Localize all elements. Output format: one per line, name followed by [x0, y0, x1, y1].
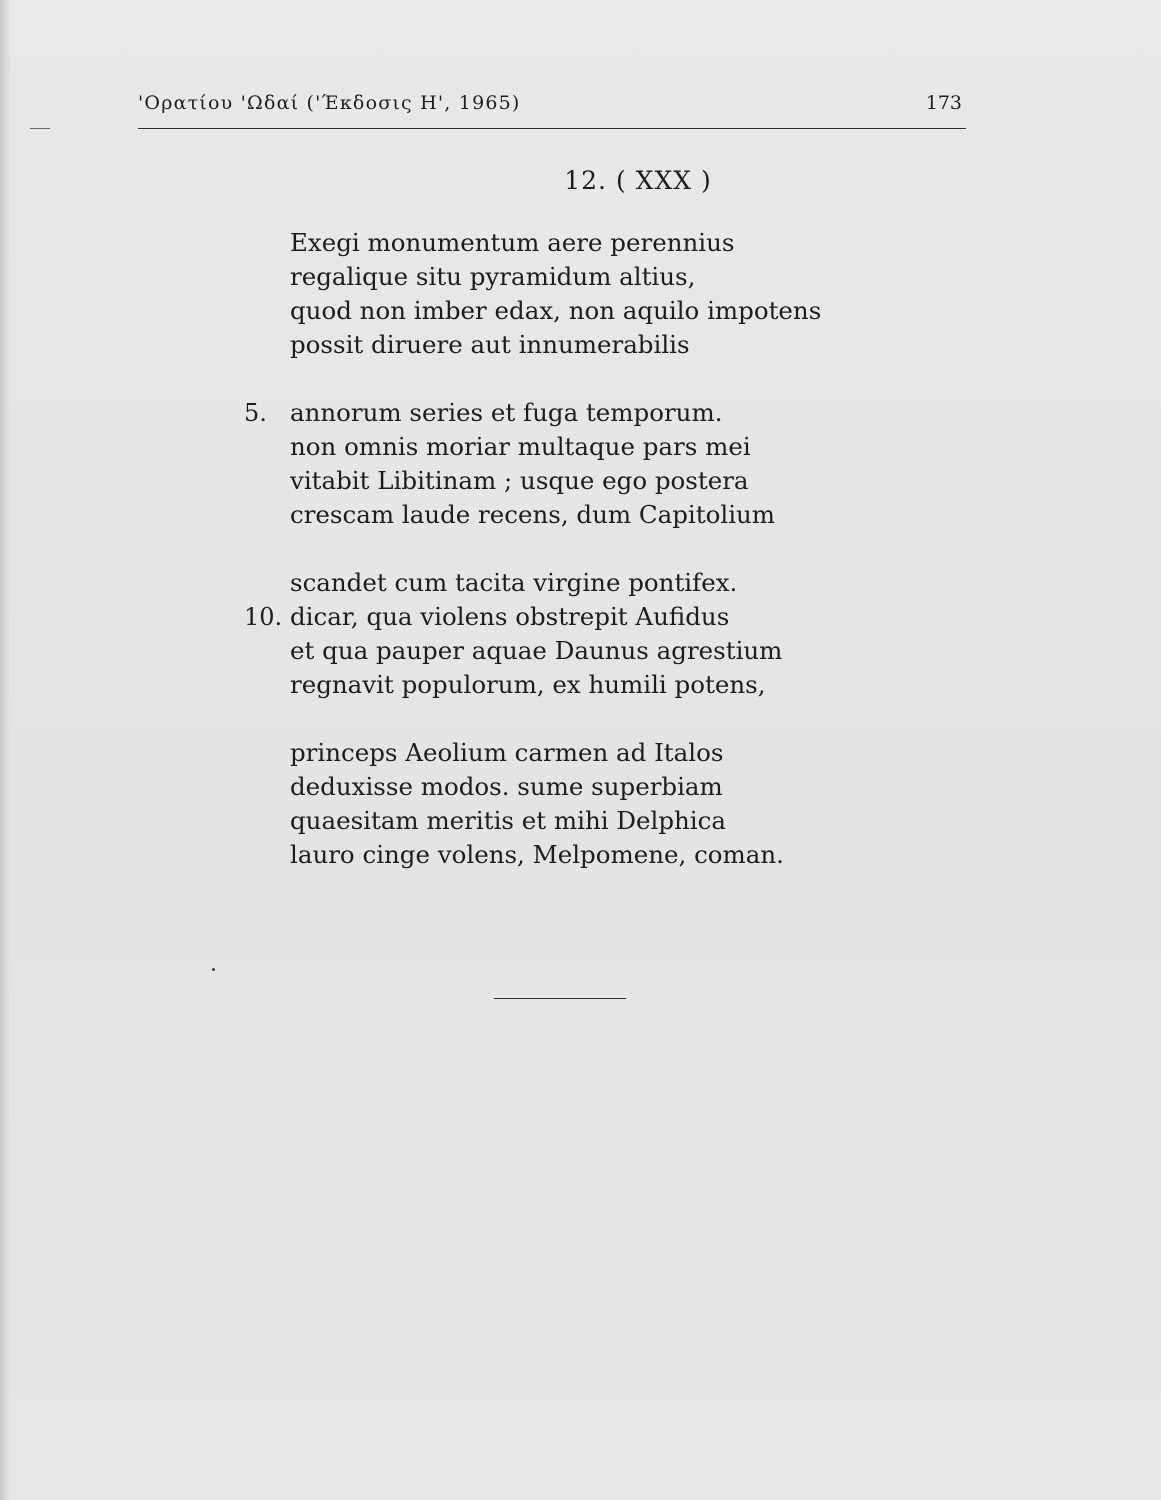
poem-line-3 [290, 294, 910, 328]
poem-line-2 [290, 260, 910, 294]
poem-line-8 [290, 498, 910, 532]
poem-line-5 [244, 396, 910, 430]
poem-line-13 [290, 736, 910, 770]
poem-line-14 [290, 770, 910, 804]
poem-line-7 [290, 464, 910, 498]
closing-rule [494, 998, 626, 999]
line-number: 5. [244, 399, 267, 427]
scan-edge-shadow [0, 0, 10, 1500]
page-number: 173 [925, 92, 962, 114]
line-text: deduxisse modos. sume superbiam [290, 772, 723, 801]
line-text: non omnis moriar multaque pars mei [290, 432, 751, 461]
poem-heading: 12. ( XXX ) [564, 166, 712, 195]
stanza-2 [244, 396, 910, 532]
line-text: vitabit Libitinam ; usque ego postera [290, 466, 749, 495]
line-text: lauro cinge volens, Melpomene, coman. [290, 840, 784, 869]
poem-line-11 [290, 634, 910, 668]
running-header [138, 92, 966, 129]
line-text: scandet cum tacita virgine pontifex. [290, 568, 738, 597]
line-text: dicar, qua violens obstrepit Aufidus [290, 602, 730, 631]
poem-line-15 [290, 804, 910, 838]
line-text: possit diruere aut innumerabilis [290, 330, 690, 359]
poem-line-16 [290, 838, 910, 872]
stanza-3 [244, 566, 910, 702]
line-text: regalique situ pyramidum altius, [290, 262, 696, 291]
line-text: quaesitam meritis et mihi Delphica [290, 806, 726, 835]
poem-line-12 [290, 668, 910, 702]
line-text: annorum series et fuga temporum. [290, 398, 723, 427]
line-text: regnavit populorum, ex humili potens, [290, 670, 766, 699]
line-text: princeps Aeolium carmen ad Italos [290, 738, 724, 767]
margin-mark [30, 128, 50, 129]
poem-line-4 [290, 328, 910, 362]
ink-speck [212, 968, 215, 971]
line-text: et qua pauper aquae Daunus agrestium [290, 636, 783, 665]
poem-line-6 [290, 430, 910, 464]
line-text: quod non imber edax, non aquilo impotens [290, 296, 822, 325]
running-title: 'Ορατίου 'Ωδαί ('Έκδοσις Η', 1965) [138, 92, 521, 114]
poem-body [244, 226, 910, 906]
stanza-1 [290, 226, 910, 362]
line-text: crescam laude recens, dum Capitolium [290, 500, 776, 529]
line-number: 10. [244, 603, 283, 631]
poem-line-1 [290, 226, 910, 260]
poem-line-9 [290, 566, 910, 600]
stanza-4 [290, 736, 910, 872]
line-text: Exegi monumentum aere perennius [290, 228, 735, 257]
poem-line-10 [244, 600, 910, 634]
